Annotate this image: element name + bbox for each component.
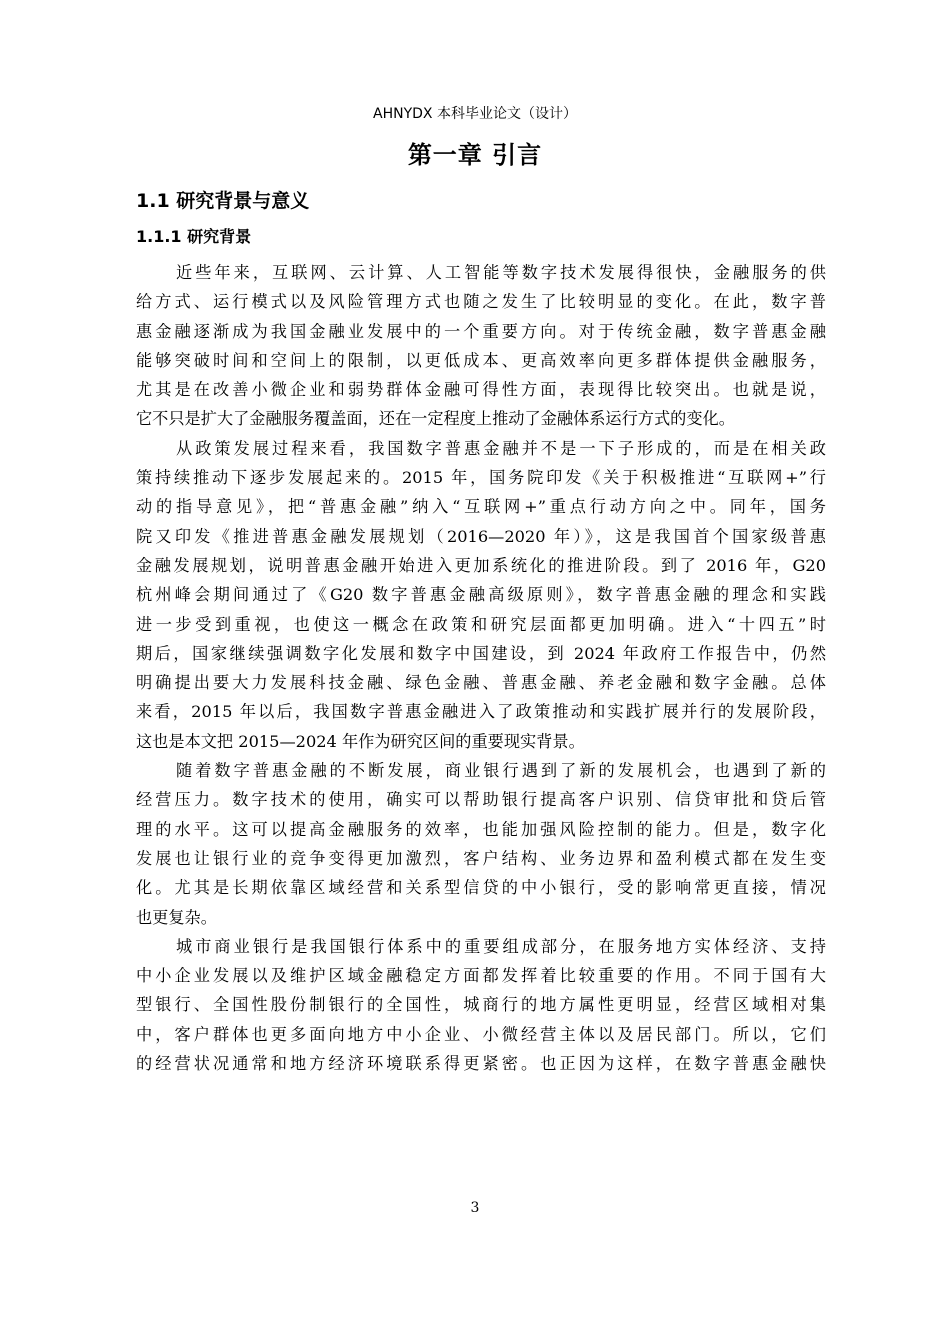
body-text	[136, 258, 826, 1078]
paragraph-line: 的经营状况通常和地方经济环境联系得更紧密。也正因为这样，在数字普惠金融快	[136, 1054, 826, 1074]
paragraph-line: 来看，2015 年以后，我国数字普惠金融进入了政策推动和实践扩展并行的发展阶段，	[136, 702, 826, 722]
paragraph-line: 院又印发《推进普惠金融发展规划（2016—2020 年）》，这是我国首个国家级普惠	[136, 526, 826, 546]
paragraph-line: 它不只是扩大了金融服务覆盖面，还在一定程度上推动了金融体系运行方式的变化。	[136, 409, 735, 429]
paragraph-line: 动的指导意见》，把“普惠金融”纳入“互联网+”重点行动方向之中。同年，国务	[136, 497, 826, 517]
paragraph-3	[136, 756, 826, 932]
paragraph-line: 策持续推动下逐步发展起来的。2015 年，国务院印发《关于积极推进“互联网+”行	[136, 468, 826, 488]
running-header: AHNYDX 本科毕业论文（设计）	[373, 106, 577, 122]
paragraph-1	[136, 258, 826, 434]
paragraph-line: 能够突破时间和空间上的限制，以更低成本、更高效率向更多群体提供金融服务，	[136, 350, 826, 370]
paragraph-line: 城市商业银行是我国银行体系中的重要组成部分，在服务地方实体经济、支持	[176, 936, 826, 956]
paragraph-line: 经营压力。数字技术的使用，确实可以帮助银行提高客户识别、信贷审批和贷后管	[136, 790, 826, 810]
paragraph-line: 惠金融逐渐成为我国金融业发展中的一个重要方向。对于传统金融，数字普惠金融	[136, 321, 826, 341]
paragraph-line: 杭州峰会期间通过了《G20 数字普惠金融高级原则》，数字普惠金融的理念和实践	[136, 585, 826, 605]
paragraph-line: 期后，国家继续强调数字化发展和数字中国建设，到 2024 年政府工作报告中，仍然	[136, 643, 826, 663]
subsection-title: 1.1.1 研究背景	[136, 227, 252, 246]
paragraph-line: 金融发展规划，说明普惠金融开始进入更加系统化的推进阶段。到了 2016 年，G20	[136, 555, 826, 575]
paragraph-line: 明确提出要大力发展科技金融、绿色金融、普惠金融、养老金融和数字金融。总体	[136, 673, 826, 693]
paragraph-line: 近些年来，互联网、云计算、人工智能等数字技术发展得很快，金融服务的供	[176, 263, 826, 282]
chapter-title: 第一章 引言	[407, 141, 543, 169]
paragraph-line: 中，客户群体也更多面向地方中小企业、小微经营主体以及居民部门。所以，它们	[136, 1024, 826, 1044]
paragraph-line: 型银行、全国性股份制银行的全国性，城商行的地方属性更明显，经营区域相对集	[136, 995, 826, 1015]
paragraph-line: 化。尤其是长期依靠区域经营和关系型信贷的中小银行，受的影响常更直接，情况	[136, 878, 826, 898]
paragraph-line: 进一步受到重视，也使这一概念在政策和研究层面都更加明确。进入“十四五”时	[136, 614, 826, 634]
paragraph-line: 中小企业发展以及维护区域金融稳定方面都发挥着比较重要的作用。不同于国有大	[136, 966, 826, 986]
paragraph-line: 尤其是在改善小微企业和弱势群体金融可得性方面，表现得比较突出。也就是说，	[136, 380, 826, 400]
paragraph-line: 从政策发展过程来看，我国数字普惠金融并不是一下子形成的，而是在相关政	[176, 438, 826, 458]
paragraph-2	[136, 434, 826, 756]
paragraph-4	[136, 932, 826, 1078]
paragraph-line: 也更复杂。	[136, 907, 217, 927]
section-title: 1.1 研究背景与意义	[136, 190, 310, 212]
paragraph-line: 发展也让银行业的竞争变得更加激烈，客户结构、业务边界和盈利模式都在发生变	[136, 848, 826, 868]
paragraph-line: 理的水平。这可以提高金融服务的效率，也能加强风险控制的能力。但是，数字化	[136, 819, 826, 839]
page-number: 3	[470, 1200, 480, 1216]
paragraph-line: 给方式、运行模式以及风险管理方式也随之发生了比较明显的变化。在此，数字普	[136, 292, 826, 312]
paragraph-line: 这也是本文把 2015—2024 年作为研究区间的重要现实背景。	[136, 731, 585, 751]
paragraph-line: 随着数字普惠金融的不断发展，商业银行遇到了新的发展机会，也遇到了新的	[176, 761, 826, 781]
